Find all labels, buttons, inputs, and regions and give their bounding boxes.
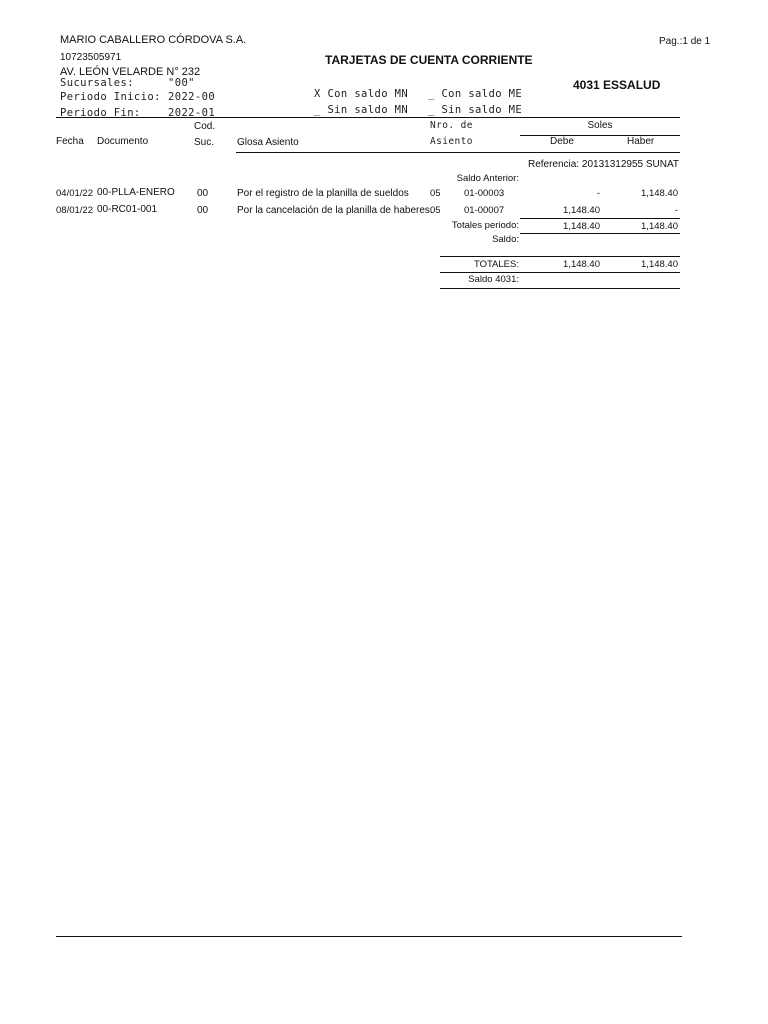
saldo-label: Saldo:: [492, 234, 519, 245]
referencia: Referencia: 20131312955 SUNAT: [527, 159, 679, 170]
row-suc: 00: [197, 205, 209, 216]
totales-periodo-debe: 1,148.40: [563, 221, 600, 232]
filter-con-saldo-mn: X Con saldo MN: [314, 88, 409, 100]
totales-rule-top: [440, 256, 680, 257]
col-glosa: Glosa Asiento: [237, 137, 299, 148]
row-documento: 00-RC01-001: [97, 204, 158, 215]
totales-periodo-label: Totales periodo:: [451, 220, 519, 231]
totales-haber: 1,148.40: [641, 259, 678, 270]
col-haber: Haber: [627, 136, 655, 147]
row-asiento: 01-00007: [464, 205, 505, 216]
soles-rule: [520, 135, 680, 136]
totales-rule-bottom: [440, 288, 680, 289]
totales-rule-mid: [440, 272, 680, 273]
header-top-rule: [56, 117, 680, 118]
filter-con-saldo-me: _ Con saldo ME: [428, 88, 523, 100]
saldo-anterior-label: Saldo Anterior:: [456, 173, 519, 184]
col-fecha: Fecha: [56, 136, 84, 147]
row-haber: 1,148.40: [641, 188, 678, 199]
row-documento: 00-PLLA-ENERO: [97, 187, 175, 198]
page-number: Pag.:1 de 1: [659, 36, 711, 47]
filter-sin-saldo-mn: _ Sin saldo MN: [314, 104, 409, 116]
saldo-cuenta-label: Saldo 4031:: [468, 274, 519, 285]
footer-rule: [56, 936, 682, 937]
col-soles: Soles: [587, 120, 613, 131]
row-suc: 00: [197, 188, 209, 199]
col-debe: Debe: [550, 136, 574, 147]
header-bottom-rule: [236, 152, 680, 153]
company-ruc: 10723505971: [60, 52, 122, 63]
row-fecha: 08/01/22: [56, 205, 93, 216]
col-nro-de: Nro. de: [430, 120, 473, 131]
col-suc: Suc.: [194, 137, 215, 148]
totales-debe: 1,148.40: [563, 259, 600, 270]
row-libro: 05: [430, 205, 441, 216]
periodo-inicio-value: 2022-00: [168, 91, 216, 103]
col-cod: Cod.: [194, 121, 216, 132]
col-documento: Documento: [97, 136, 149, 147]
totales-periodo-rule: [520, 218, 680, 219]
row-haber: -: [674, 205, 678, 216]
company-name: MARIO CABALLERO CÓRDOVA S.A.: [60, 34, 247, 46]
periodo-fin-value: 2022-01: [168, 107, 216, 119]
row-debe: -: [596, 188, 600, 199]
sucursales-label: Sucursales:: [60, 77, 134, 89]
filter-sin-saldo-me: _ Sin saldo ME: [428, 104, 523, 116]
col-asiento: Asiento: [430, 136, 473, 147]
periodo-inicio-label: Periodo Inicio:: [60, 91, 161, 103]
company-address: AV. LEÓN VELARDE N° 232: [60, 66, 201, 78]
row-debe: 1,148.40: [563, 205, 600, 216]
sucursales-value: "00": [168, 77, 195, 89]
row-fecha: 04/01/22: [56, 188, 93, 199]
row-glosa: Por el registro de la planilla de sueldos: [237, 188, 409, 199]
row-glosa: Por la cancelación de la planilla de haberes.: [237, 205, 433, 216]
account-title: 4031 ESSALUD: [573, 78, 661, 92]
totales-label: TOTALES:: [473, 259, 519, 270]
row-asiento: 01-00003: [464, 188, 505, 199]
row-libro: 05: [430, 188, 441, 199]
saldo-rule: [520, 233, 680, 234]
report-title: TARJETAS DE CUENTA CORRIENTE: [325, 53, 533, 67]
totales-periodo-haber: 1,148.40: [641, 221, 678, 232]
periodo-fin-label: Periodo Fin:: [60, 107, 141, 119]
